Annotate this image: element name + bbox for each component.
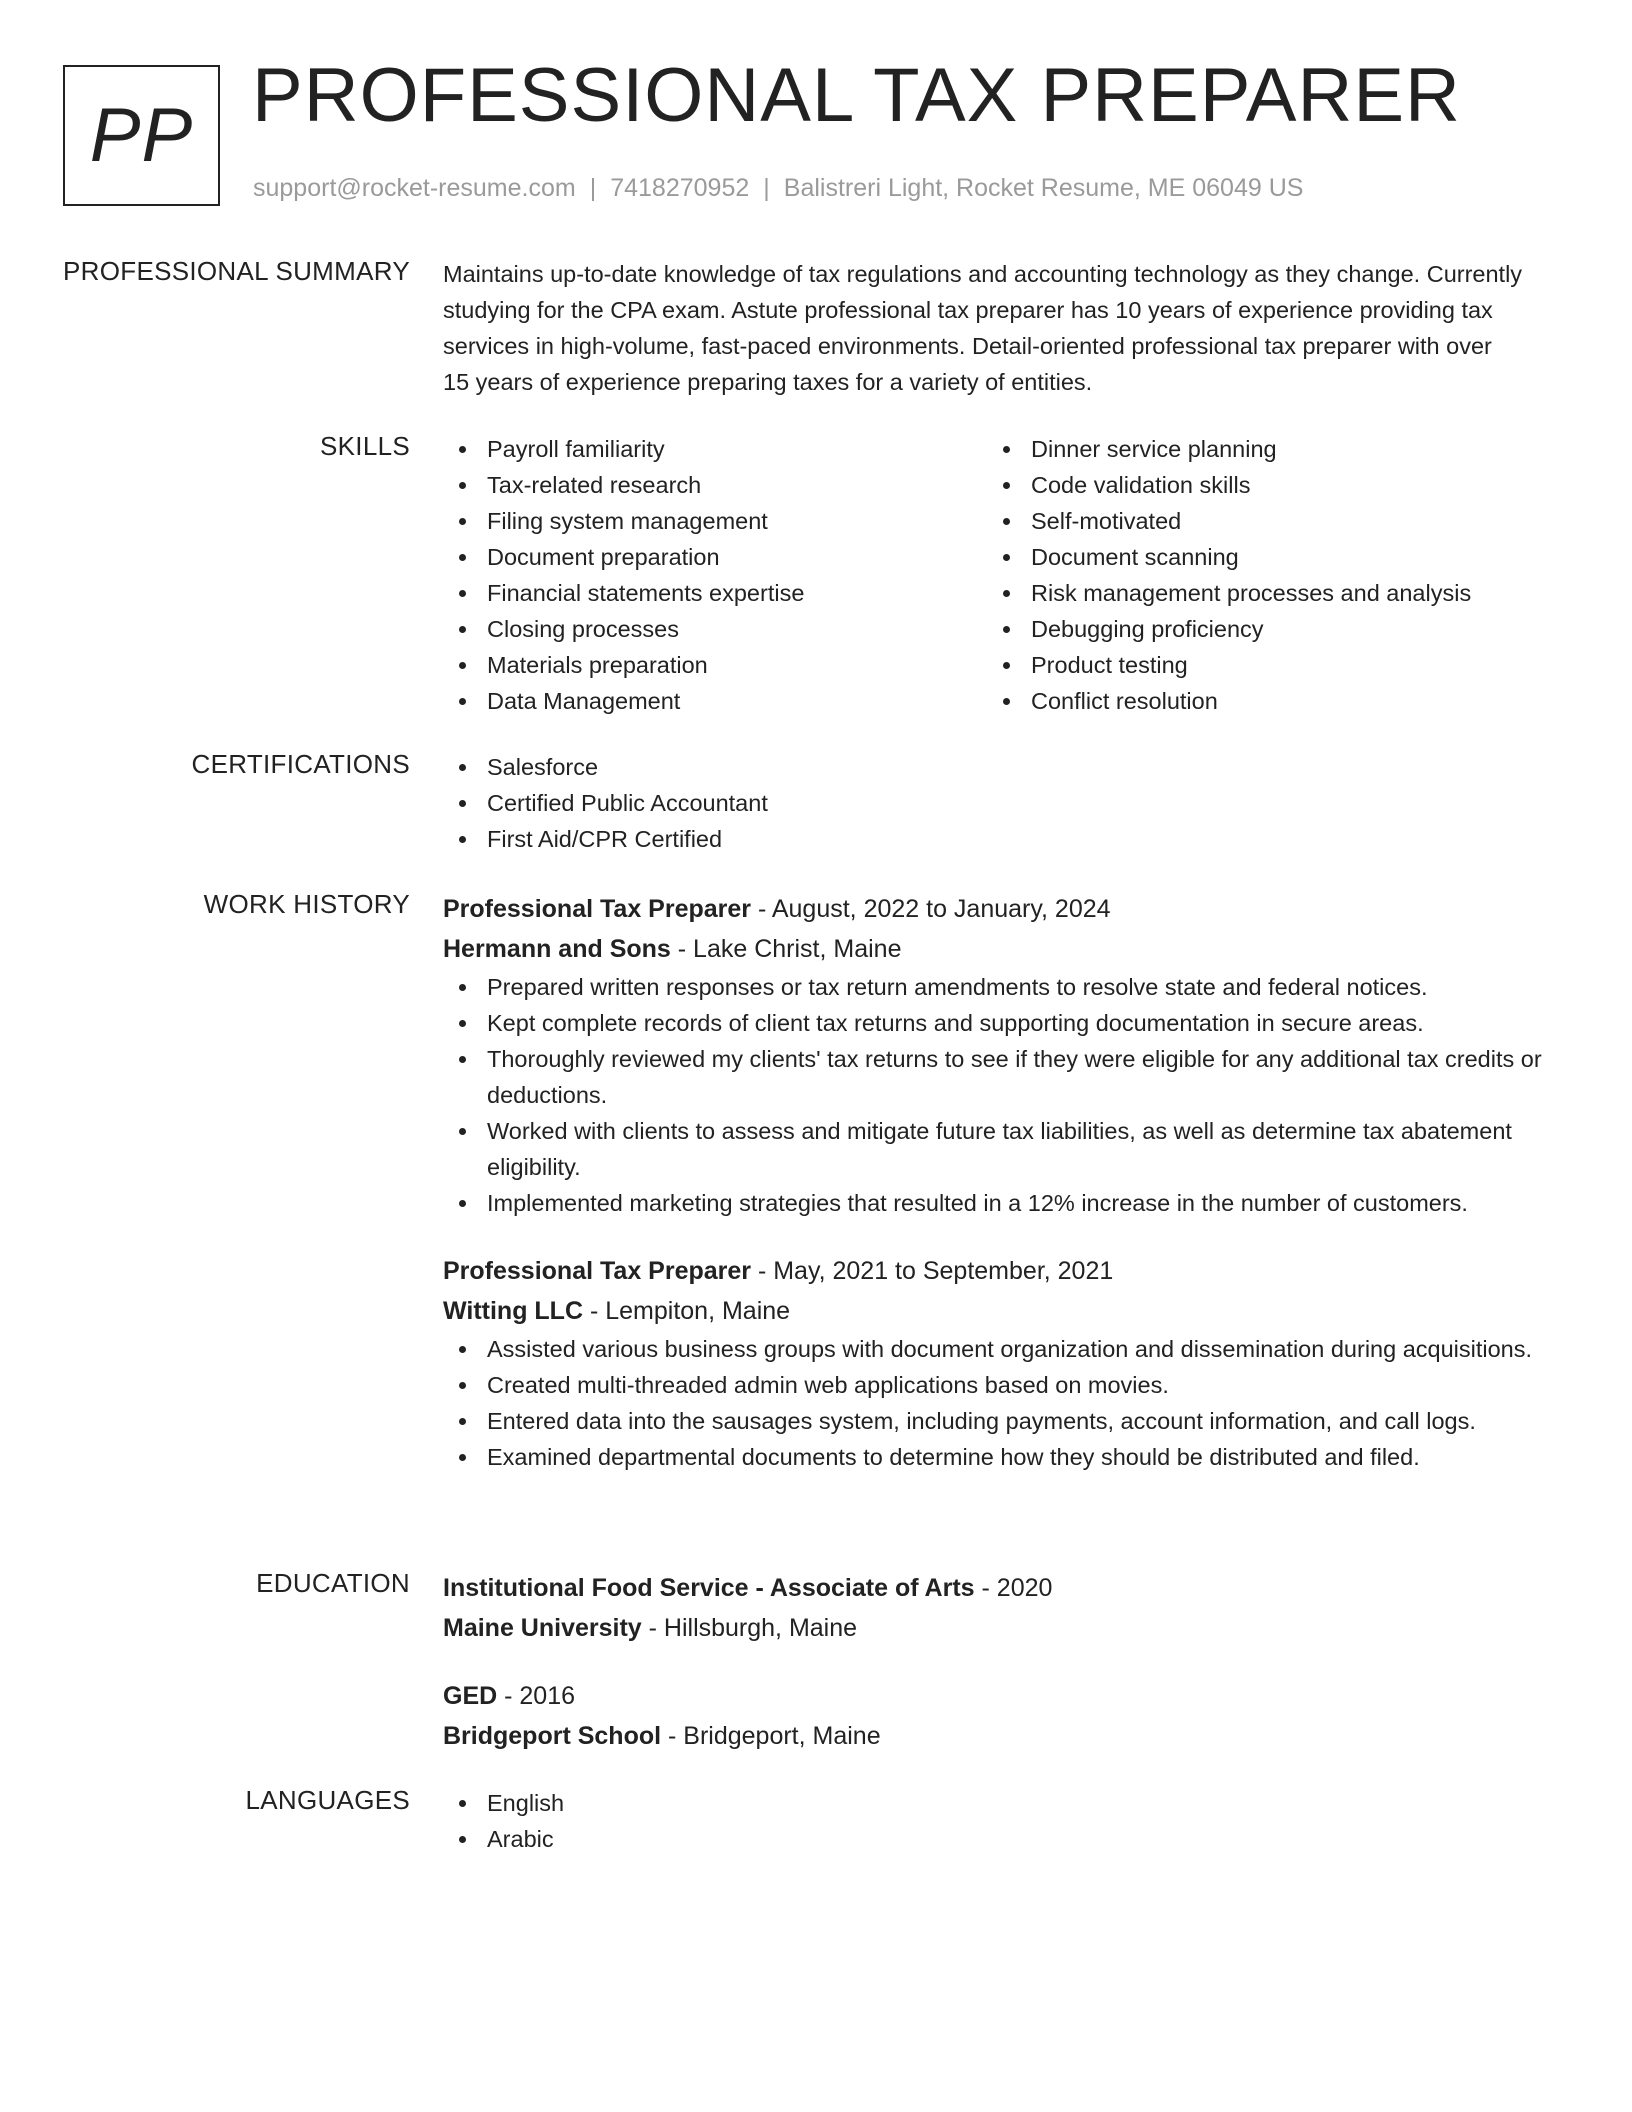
skill-item: Data Management <box>443 683 983 719</box>
skills-column-right <box>987 431 1527 719</box>
job-title: Professional Tax Preparer <box>443 895 752 923</box>
education-school-line <box>443 1716 1563 1756</box>
skill-item: Document scanning <box>987 539 1527 575</box>
job-entry <box>443 1251 1563 1475</box>
skill-item: Code validation skills <box>987 467 1527 503</box>
contact-email[interactable]: support@rocket-resume.com <box>253 174 576 202</box>
skill-item: Tax-related research <box>443 467 983 503</box>
language-item: English <box>443 1785 1563 1821</box>
certifications-content <box>443 749 1563 857</box>
job-bullet: Worked with clients to assess and mitigate future tax liabilities, as well as determine tax abatement eligibility. <box>443 1113 1563 1185</box>
job-title-line <box>443 889 1563 929</box>
contact-phone[interactable]: 7418270952 <box>610 174 750 202</box>
education-location: - Bridgeport, Maine <box>661 1722 881 1750</box>
skill-item: Product testing <box>987 647 1527 683</box>
skills-column-left <box>443 431 983 719</box>
contact-separator: | <box>589 174 597 202</box>
job-bullet: Kept complete records of client tax returns and supporting documentation in secure areas. <box>443 1005 1563 1041</box>
summary-text: Maintains up-to-date knowledge of tax regulations and accounting technology as they change. Currently studying for the CPA exam. Astute professional tax preparer has 10 years of experience providing tax services in high-volume, fast-paced environments. Detail-oriented professional tax preparer with over 15 years of experience preparing taxes for a variety of entities. <box>443 261 1523 395</box>
certification-item: First Aid/CPR Certified <box>443 821 1563 857</box>
job-bullet: Examined departmental documents to determine how they should be distributed and filed. <box>443 1439 1563 1475</box>
education-school: Bridgeport School <box>443 1722 662 1750</box>
skill-item: Financial statements expertise <box>443 575 983 611</box>
job-company-line <box>443 929 1563 969</box>
job-location: - Lake Christ, Maine <box>670 935 902 963</box>
section-label-skills: SKILLS <box>320 431 410 461</box>
skill-item: Payroll familiarity <box>443 431 983 467</box>
skill-item: Filing system management <box>443 503 983 539</box>
job-company-line <box>443 1291 1563 1331</box>
contact-line <box>253 174 1303 203</box>
job-dates: - May, 2021 to September, 2021 <box>751 1257 1114 1285</box>
languages-content <box>443 1785 1563 1857</box>
education-school-line <box>443 1608 1563 1648</box>
certification-item: Salesforce <box>443 749 1563 785</box>
section-label-languages: LANGUAGES <box>245 1785 410 1815</box>
job-title: Professional Tax Preparer <box>443 1257 752 1285</box>
job-bullet: Thoroughly reviewed my clients' tax returns to see if they were eligible for any additional tax credits or deductions. <box>443 1041 1563 1113</box>
section-label-education: EDUCATION <box>256 1568 410 1598</box>
job-dates: - August, 2022 to January, 2024 <box>751 895 1111 923</box>
contact-separator: | <box>763 174 770 202</box>
job-bullet: Assisted various business groups with document organization and dissemination during acquisitions. <box>443 1331 1563 1367</box>
contact-address: Balistreri Light, Rocket Resume, ME 06049 US <box>783 174 1304 202</box>
education-degree: Institutional Food Service - Associate of Arts <box>443 1574 975 1602</box>
education-year: - 2016 <box>497 1682 576 1710</box>
job-title-line <box>443 1251 1563 1291</box>
skill-item: Risk management processes and analysis <box>987 575 1527 611</box>
page-title: PROFESSIONAL TAX PREPARER <box>252 53 1461 138</box>
job-entry <box>443 889 1563 1221</box>
skill-item: Self-motivated <box>987 503 1527 539</box>
summary-content <box>443 256 1563 400</box>
skill-item: Dinner service planning <box>987 431 1527 467</box>
education-school: Maine University <box>443 1614 642 1642</box>
education-entry <box>443 1568 1563 1648</box>
education-degree-line <box>443 1568 1563 1608</box>
skill-item: Closing processes <box>443 611 983 647</box>
work-history-content <box>443 889 1563 1475</box>
education-year: - 2020 <box>974 1574 1053 1602</box>
section-label-certifications: CERTIFICATIONS <box>191 749 410 779</box>
education-entry <box>443 1676 1563 1756</box>
section-label-summary: PROFESSIONAL SUMMARY <box>63 256 410 286</box>
job-bullet: Entered data into the sausages system, including payments, account information, and call logs. <box>443 1403 1563 1439</box>
certification-item: Certified Public Accountant <box>443 785 1563 821</box>
monogram-logo: PP <box>63 65 220 206</box>
job-bullet: Implemented marketing strategies that resulted in a 12% increase in the number of customers. <box>443 1185 1563 1221</box>
education-content <box>443 1568 1563 1756</box>
skill-item: Materials preparation <box>443 647 983 683</box>
language-item: Arabic <box>443 1821 1563 1857</box>
job-company: Witting LLC <box>443 1297 584 1325</box>
skill-item: Document preparation <box>443 539 983 575</box>
education-degree: GED <box>443 1682 498 1710</box>
skill-item: Debugging proficiency <box>987 611 1527 647</box>
job-location: - Lempiton, Maine <box>583 1297 791 1325</box>
job-bullet: Prepared written responses or tax return amendments to resolve state and federal notices. <box>443 969 1563 1005</box>
job-company: Hermann and Sons <box>443 935 671 963</box>
section-label-work-history: WORK HISTORY <box>203 889 410 919</box>
job-bullet: Created multi-threaded admin web applications based on movies. <box>443 1367 1563 1403</box>
skill-item: Conflict resolution <box>987 683 1527 719</box>
education-degree-line <box>443 1676 1563 1716</box>
education-location: - Hillsburgh, Maine <box>641 1614 858 1642</box>
